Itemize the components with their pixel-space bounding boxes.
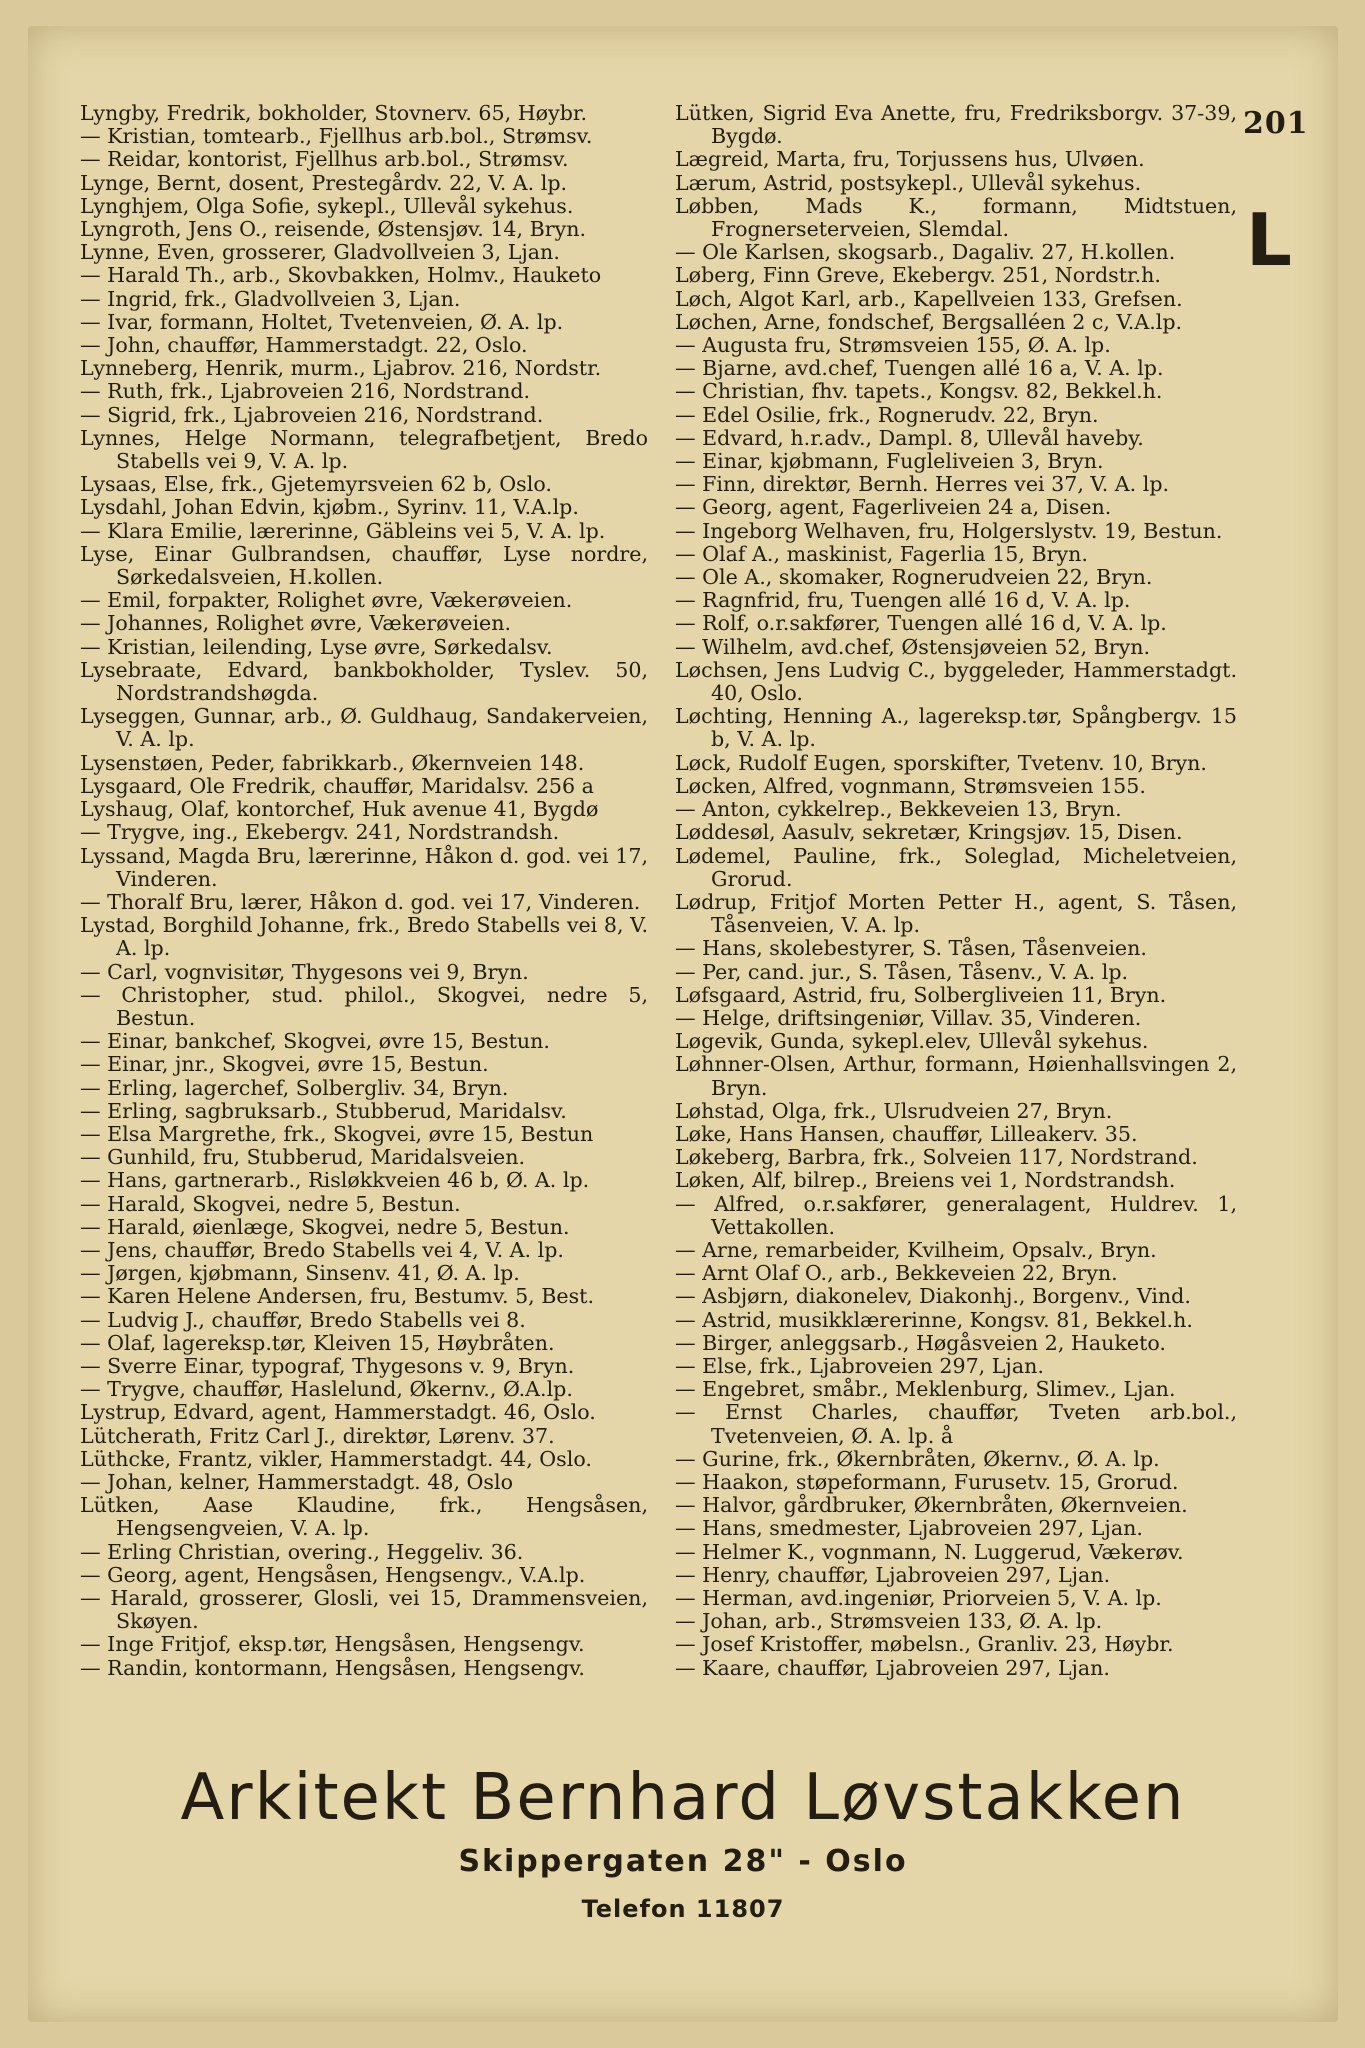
ad-address: Skippergaten 28" - Oslo xyxy=(458,1844,908,1879)
directory-entry: — Inge Fritjof, eksp.tør, Hengsåsen, Hengsengv. xyxy=(80,1632,585,1657)
directory-entry: — Trygve, ing., Ekebergv. 241, Nordstrandsh. xyxy=(80,820,560,845)
directory-entry: Lyse, Einar Gulbrandsen, chauffør, Lyse nordre, Sørkedalsveien, H.kollen. xyxy=(80,541,648,590)
directory-entry: — Herman, avd.ingeniør, Priorveien 5, V. A. lp. xyxy=(675,1586,1162,1610)
directory-entry: — Erling Christian, overing., Heggeliv. 36. xyxy=(80,1539,524,1564)
directory-entry: Løcken, Alfred, vognmann, Strømsveien 155. xyxy=(675,773,1146,798)
directory-entry: Løgevik, Gunda, sykepl.elev, Ullevål sykehus. xyxy=(675,1029,1149,1054)
directory-entry: Løch, Algot Karl, arb., Kapellveien 133, Grefsen. xyxy=(675,286,1183,311)
directory-entry: — Ole Karlsen, skogsarb., Dagaliv. 27, H.kollen. xyxy=(675,240,1176,265)
directory-entry: — Ivar, formann, Holtet, Tvetenveien, Ø. A. lp. xyxy=(80,309,564,334)
directory-entry: — Edel Osilie, frk., Rognerudv. 22, Bryn. xyxy=(675,402,1099,427)
directory-entry: — John, chauffør, Hammerstadgt. 22, Oslo. xyxy=(80,333,528,358)
directory-entry: — Gunhild, fru, Stubberud, Maridalsveien. xyxy=(80,1145,526,1170)
directory-entry: — Ingrid, frk., Gladvollveien 3, Ljan. xyxy=(80,286,461,311)
directory-entry: — Bjarne, avd.chef, Tuengen allé 16 a, V. A. lp. xyxy=(675,356,1164,381)
directory-entry: Lynnes, Helge Normann, telegrafbetjent, Bredo Stabells vei 9, V. A. lp. xyxy=(80,425,648,474)
directory-entry: Løck, Rudolf Eugen, sporskifter, Tvetenv. 10, Bryn. xyxy=(675,750,1207,775)
directory-entry: — Harald, øienlæge, Skogvei, nedre 5, Bestun. xyxy=(80,1214,570,1239)
directory-entry: — Reidar, kontorist, Fjellhus arb.bol., Strømsv. xyxy=(80,147,569,172)
directory-entry: — Trygve, chauffør, Haslelund, Økernv., Ø.A.lp. xyxy=(80,1377,573,1402)
directory-entry: — Asbjørn, diakonelev, Diakonhj., Borgenv., Vind. xyxy=(675,1284,1191,1309)
directory-entry: — Einar, jnr., Skogvei, øvre 15, Bestun. xyxy=(80,1052,489,1077)
directory-entry: — Halvor, gårdbruker, Økernbråten, Økernveien. xyxy=(675,1493,1188,1518)
directory-entry: — Wilhelm, avd.chef, Østensjøveien 52, Bryn. xyxy=(675,634,1151,659)
directory-entry: Løfsgaard, Astrid, fru, Solbergliveien 11, Bryn. xyxy=(675,982,1167,1007)
directory-entry: — Jørgen, kjøbmann, Sinsenv. 41, Ø. A. lp. xyxy=(80,1261,520,1286)
directory-entry: — Gurine, frk., Økernbråten, Økernv., Ø. A. lp. xyxy=(675,1446,1160,1471)
directory-entry: — Thoralf Bru, lærer, Håkon d. god. vei 17, Vinderen. xyxy=(80,889,641,914)
right-column xyxy=(675,102,1237,1680)
directory-entry: — Ruth, frk., Ljabroveien 216, Nordstrand. xyxy=(80,379,531,404)
directory-entry: Lynge, Bernt, dosent, Prestegårdv. 22, V. A. lp. xyxy=(80,170,568,195)
directory-entry: — Kristian, leilending, Lyse øvre, Sørkedalsv. xyxy=(80,634,553,659)
directory-entry: Lütken, Aase Klaudine, frk., Hengsåsen, Hengsengveien, V. A. lp. xyxy=(80,1493,648,1541)
directory-entry: Lyngroth, Jens O., reisende, Østensjøv. 14, Bryn. xyxy=(80,217,587,242)
page-number: 201 xyxy=(1243,106,1309,141)
directory-entry: Lyshaug, Olaf, kontorchef, Huk avenue 41, Bygdø xyxy=(80,797,599,822)
directory-entry: — Engebret, småbr., Meklenburg, Slimev., Ljan. xyxy=(675,1377,1176,1402)
advertisement xyxy=(28,1760,1338,1923)
directory-entry: — Kristian, tomtearb., Fjellhus arb.bol., Strømsv. xyxy=(80,124,593,149)
directory-entry: — Sverre Einar, typograf, Thygesons v. 9, Bryn. xyxy=(80,1353,575,1378)
directory-entry: — Else, frk., Ljabroveien 297, Ljan. xyxy=(675,1353,1044,1378)
directory-entry: — Ludvig J., chauffør, Bredo Stabells vei 8. xyxy=(80,1307,526,1332)
directory-entry: Lysgaard, Ole Fredrik, chauffør, Maridalsv. 256 a xyxy=(80,773,594,798)
ad-title: Arkitekt Bernhard Løvstakken xyxy=(180,1761,1186,1835)
directory-entry: — Ernst Charles, chauffør, Tveten arb.bol., Tvetenveien, Ø. A. lp. å xyxy=(675,1400,1237,1448)
directory-entry: — Karen Helene Andersen, fru, Bestumv. 5, Best. xyxy=(80,1284,594,1309)
directory-entry: Lysdahl, Johan Edvin, kjøbm., Syrinv. 11, V.A.lp. xyxy=(80,495,579,520)
directory-entry: — Rolf, o.r.sakfører, Tuengen allé 16 d, V. A. lp. xyxy=(675,611,1167,636)
directory-entry: — Johannes, Rolighet øvre, Vækerøveien. xyxy=(80,611,512,636)
directory-page xyxy=(28,26,1338,2022)
directory-entry: — Ole A., skomaker, Rognerudveien 22, Bryn. xyxy=(675,565,1153,590)
directory-entry: Lægreid, Marta, fru, Torjussens hus, Ulvøen. xyxy=(675,147,1145,172)
directory-entry: Løchsen, Jens Ludvig C., byggeleder, Hammerstadgt. 40, Oslo. xyxy=(675,657,1237,706)
directory-entry: — Harald, grosserer, Glosli, vei 15, Drammensveien, Skøyen. xyxy=(80,1586,648,1634)
directory-entry: — Hans, smedmester, Ljabroveien 297, Ljan. xyxy=(675,1516,1143,1541)
directory-entry: — Kaare, chauffør, Ljabroveien 297, Ljan. xyxy=(675,1655,1110,1680)
directory-entry: — Olaf A., maskinist, Fagerlia 15, Bryn. xyxy=(675,541,1088,566)
directory-entry: — Carl, vognvisitør, Thygesons vei 9, Bryn. xyxy=(80,959,529,984)
left-column xyxy=(80,102,648,1680)
directory-entry: — Anton, cykkelrep., Bekkeveien 13, Bryn. xyxy=(675,797,1122,822)
directory-entry: Løberg, Finn Greve, Ekebergv. 251, Nordstr.h. xyxy=(675,263,1161,288)
directory-entry: — Randin, kontormann, Hengsåsen, Hengsengv. xyxy=(80,1655,585,1680)
directory-entry: — Arnt Olaf O., arb., Bekkeveien 22, Bryn. xyxy=(675,1261,1118,1286)
directory-entry: — Erling, sagbruksarb., Stubberud, Maridalsv. xyxy=(80,1098,567,1123)
directory-entry: — Astrid, musikklærerinne, Kongsv. 81, Bekkel.h. xyxy=(675,1307,1193,1332)
directory-entry: — Helge, driftsingeniør, Villav. 35, Vinderen. xyxy=(675,1005,1142,1030)
directory-entry: Løchting, Henning A., lagereksp.tør, Spångbergv. 15 b, V. A. lp. xyxy=(675,704,1237,752)
directory-entry: — Haakon, støpeformann, Furusetv. 15, Grorud. xyxy=(675,1469,1179,1494)
directory-entry: Lynneberg, Henrik, murm., Ljabrov. 216, Nordstr. xyxy=(80,356,602,381)
directory-entry: — Christian, fhv. tapets., Kongsv. 82, Bekkel.h. xyxy=(675,379,1163,404)
directory-entry: — Ragnfrid, fru, Tuengen allé 16 d, V. A. lp. xyxy=(675,588,1131,613)
directory-entry: — Alfred, o.r.sakfører, generalagent, Huldrev. 1, Vettakollen. xyxy=(675,1191,1237,1239)
directory-entry: Lysenstøen, Peder, fabrikkarb., Økernveien 148. xyxy=(80,750,585,775)
directory-entry: — Per, cand. jur., S. Tåsen, Tåsenv., V. A. lp. xyxy=(675,959,1129,984)
directory-entry: — Jens, chauffør, Bredo Stabells vei 4, V. A. lp. xyxy=(80,1237,564,1262)
directory-entry: — Johan, kelner, Hammerstadgt. 48, Oslo xyxy=(80,1469,513,1494)
directory-entry: — Henry, chauffør, Ljabroveien 297, Ljan. xyxy=(675,1562,1111,1587)
directory-entry: Løbben, Mads K., formann, Midtstuen, Frognerseterveien, Slemdal. xyxy=(675,193,1237,242)
directory-entry: — Birger, anleggsarb., Høgåsveien 2, Hauketo. xyxy=(675,1330,1166,1355)
directory-entry: Løken, Alf, bilrep., Breiens vei 1, Nordstrandsh. xyxy=(675,1168,1176,1193)
directory-entry: — Georg, agent, Hengsåsen, Hengsengv., V.A.lp. xyxy=(80,1562,586,1587)
directory-entry: Løhstad, Olga, frk., Ulsrudveien 27, Bryn. xyxy=(675,1098,1113,1123)
section-letter: L xyxy=(1246,198,1292,282)
directory-entry: — Edvard, h.r.adv., Dampl. 8, Ullevål haveby. xyxy=(675,425,1144,450)
directory-entry: Lyseggen, Gunnar, arb., Ø. Guldhaug, Sandakerveien, V. A. lp. xyxy=(80,704,648,752)
directory-entry: — Einar, bankchef, Skogvei, øvre 15, Bestun. xyxy=(80,1029,550,1054)
directory-entry: — Ingeborg Welhaven, fru, Holgerslystv. 19, Bestun. xyxy=(675,518,1223,543)
directory-entry: Lynghjem, Olga Sofie, sykepl., Ullevål sykehus. xyxy=(80,193,574,218)
directory-entry: Løhnner-Olsen, Arthur, formann, Høienhallsvingen 2, Bryn. xyxy=(675,1052,1237,1100)
directory-entry: — Olaf, lagereksp.tør, Kleiven 15, Høybråten. xyxy=(80,1330,555,1355)
directory-entry: — Johan, arb., Strømsveien 133, Ø. A. lp. xyxy=(675,1609,1103,1634)
directory-entry: — Josef Kristoffer, møbelsn., Granliv. 23, Høybr. xyxy=(675,1632,1174,1657)
directory-entry: Lødrup, Fritjof Morten Petter H., agent, S. Tåsen, Tåsenveien, V. A. lp. xyxy=(675,889,1237,938)
directory-entry: Løddesøl, Aasulv, sekretær, Kringsjøv. 15, Disen. xyxy=(675,820,1183,845)
directory-entry: Lærum, Astrid, postsykepl., Ullevål sykehus. xyxy=(675,170,1142,195)
directory-entry: — Christopher, stud. philol., Skogvei, nedre 5, Bestun. xyxy=(80,982,648,1030)
directory-entry: Lysaas, Else, frk., Gjetemyrsveien 62 b, Oslo. xyxy=(80,472,552,497)
directory-entry: — Finn, direktør, Bernh. Herres vei 37, V. A. lp. xyxy=(675,472,1170,497)
directory-entry: — Emil, forpakter, Rolighet øvre, Vækerøveien. xyxy=(80,588,573,613)
directory-entry: — Augusta fru, Strømsveien 155, Ø. A. lp. xyxy=(675,333,1111,358)
directory-entry: — Arne, remarbeider, Kvilheim, Opsalv., Bryn. xyxy=(675,1237,1157,1262)
directory-entry: — Elsa Margrethe, frk., Skogvei, øvre 15, Bestun xyxy=(80,1121,594,1146)
directory-entry: — Klara Emilie, lærerinne, Gäbleins vei 5, V. A. lp. xyxy=(80,518,606,543)
directory-entry: Løchen, Arne, fondschef, Bergsalléen 2 c, V.A.lp. xyxy=(675,309,1183,334)
directory-entry: — Hans, skolebestyrer, S. Tåsen, Tåsenveien. xyxy=(675,936,1147,961)
directory-entry: Løkeberg, Barbra, frk., Solveien 117, Nordstrand. xyxy=(675,1145,1198,1170)
directory-entry: Lyngby, Fredrik, bokholder, Stovnerv. 65, Høybr. xyxy=(80,101,588,125)
directory-entry: — Helmer K., vognmann, N. Luggerud, Vækerøv. xyxy=(675,1539,1184,1564)
directory-entry: — Georg, agent, Fagerliveien 24 a, Disen. xyxy=(675,495,1112,520)
directory-entry: Løke, Hans Hansen, chauffør, Lilleakerv. 35. xyxy=(675,1121,1138,1146)
directory-entry: Lystad, Borghild Johanne, frk., Bredo Stabells vei 8, V. A. lp. xyxy=(80,913,648,961)
directory-entry: — Sigrid, frk., Ljabroveien 216, Nordstrand. xyxy=(80,402,544,427)
directory-entry: Lüthcke, Frantz, vikler, Hammerstadgt. 44, Oslo. xyxy=(80,1446,592,1471)
directory-entry: — Einar, kjøbmann, Fugleliveien 3, Bryn. xyxy=(675,449,1104,474)
directory-entry: — Harald, Skogvei, nedre 5, Bestun. xyxy=(80,1191,461,1216)
directory-entry: Lødemel, Pauline, frk., Soleglad, Micheletveien, Grorud. xyxy=(675,843,1237,891)
directory-entry: Lynne, Even, grosserer, Gladvollveien 3, Ljan. xyxy=(80,240,560,265)
ad-phone: Telefon 11807 xyxy=(581,1895,785,1923)
directory-entry: Lyssand, Magda Bru, lærerinne, Håkon d. god. vei 17, Vinderen. xyxy=(80,843,648,891)
directory-entry: Lysebraate, Edvard, bankbokholder, Tyslev. 50, Nordstrandshøgda. xyxy=(80,657,648,706)
directory-entry: — Hans, gartnerarb., Risløkkveien 46 b, Ø. A. lp. xyxy=(80,1168,590,1193)
directory-entry: — Harald Th., arb., Skovbakken, Holmv., Hauketo xyxy=(80,263,602,288)
directory-entry: Lystrup, Edvard, agent, Hammerstadgt. 46, Oslo. xyxy=(80,1400,596,1425)
directory-entry: Lütken, Sigrid Eva Anette, fru, Fredriksborgv. 37-39, Bygdø. xyxy=(675,101,1237,149)
directory-entry: — Erling, lagerchef, Solbergliv. 34, Bryn. xyxy=(80,1075,509,1100)
directory-entry: Lütcherath, Fritz Carl J., direktør, Lørenv. 37. xyxy=(80,1423,555,1448)
